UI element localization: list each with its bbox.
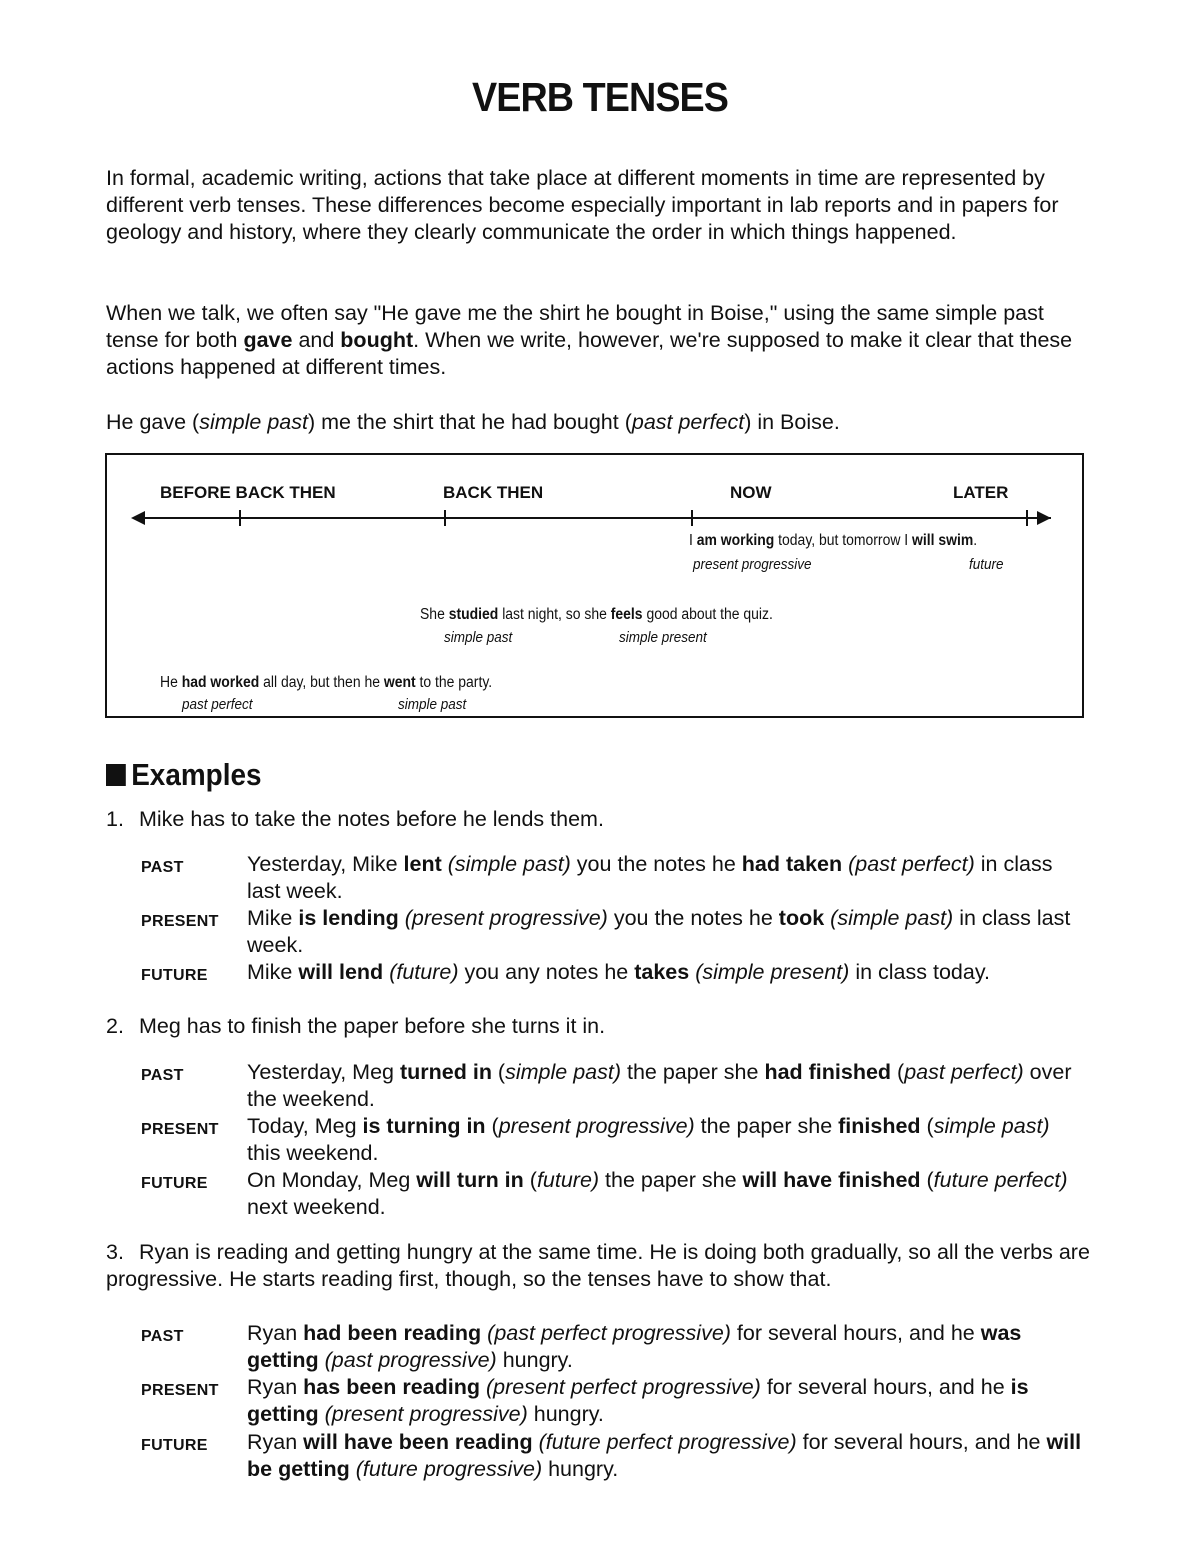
tense-label: PAST bbox=[141, 1067, 184, 1084]
text: On Monday, Meg bbox=[247, 1168, 417, 1192]
timeline-sentence-3 bbox=[160, 674, 492, 692]
text: the paper she bbox=[694, 1114, 839, 1138]
verb: took bbox=[778, 906, 825, 930]
text: Mike bbox=[247, 906, 299, 930]
text: ( bbox=[523, 1168, 537, 1192]
timeline-axis bbox=[141, 517, 1051, 519]
timeline-sentence-2 bbox=[420, 606, 773, 624]
timeline-s3-c: all day, but then he bbox=[259, 674, 384, 691]
verb: was getting bbox=[247, 1321, 1022, 1372]
verb: takes bbox=[634, 960, 690, 984]
tense-tag: (present progressive) bbox=[404, 906, 608, 930]
timeline-tick-later bbox=[1026, 510, 1028, 526]
examples-heading-text: Examples bbox=[131, 757, 262, 792]
tense-label: PRESENT bbox=[141, 1121, 219, 1138]
verb: finished bbox=[838, 1114, 921, 1138]
timeline-diagram bbox=[105, 453, 1084, 718]
text: Mike bbox=[247, 960, 299, 984]
verb: will lend bbox=[298, 960, 384, 984]
verb: had finished bbox=[764, 1060, 892, 1084]
text: Ryan bbox=[247, 1375, 304, 1399]
example-2-number: 2. bbox=[106, 1014, 124, 1038]
intro-p2-and: and bbox=[292, 328, 341, 352]
timeline-arrow-right-icon bbox=[1037, 511, 1051, 525]
text: you the notes he bbox=[570, 852, 742, 876]
tense-tag: (present progressive) bbox=[324, 1402, 528, 1426]
intro-p3-tag-1: simple past bbox=[199, 410, 308, 434]
timeline-s1-tag-1: present progressive bbox=[693, 556, 812, 573]
timeline-s1-tag-2: future bbox=[969, 556, 1004, 573]
tense-tag: (simple past) bbox=[447, 852, 571, 876]
intro-p2-text-a: When we talk, we often say "He gave me the shirt he bought in Boise," using the same simple past tense for both bbox=[106, 301, 1044, 352]
page-title: VERB TENSES bbox=[471, 74, 729, 120]
tense-label: PAST bbox=[141, 859, 184, 876]
timeline-s2-a: She bbox=[420, 606, 449, 623]
text: hungry. bbox=[496, 1348, 573, 1372]
intro-p3-text-c: ) in Boise. bbox=[744, 410, 840, 434]
timeline-tick-before-back-then bbox=[239, 510, 241, 526]
text: hungry. bbox=[527, 1402, 604, 1426]
timeline-s2-tag-1: simple past bbox=[444, 629, 513, 646]
verb: turned in bbox=[399, 1060, 492, 1084]
timeline-tick-back-then bbox=[444, 510, 446, 526]
text: Ryan bbox=[247, 1321, 304, 1345]
intro-p3-text-a: He gave ( bbox=[106, 410, 200, 434]
text: ( bbox=[891, 1060, 905, 1084]
tense-label: PRESENT bbox=[141, 913, 219, 930]
tense-label: FUTURE bbox=[141, 1175, 208, 1192]
example-1-text: Mike has to take the notes before he lends them. bbox=[139, 807, 604, 831]
tense-label: PAST bbox=[141, 1328, 184, 1345]
timeline-s3-verb-2: went bbox=[383, 674, 416, 691]
example-3-text: Ryan is reading and getting hungry at the same time. He is doing both gradually, so all the verbs are progressive. He starts reading first, though, so the tenses have to show that. bbox=[106, 1240, 1090, 1291]
tense-tag: (present perfect progressive) bbox=[486, 1375, 761, 1399]
timeline-s2-verb-2: feels bbox=[610, 606, 643, 623]
timeline-label-later: LATER bbox=[953, 483, 1009, 502]
timeline-s2-e: good about the quiz. bbox=[642, 606, 773, 623]
text: Yesterday, Mike bbox=[247, 852, 404, 876]
timeline-s3-tag-1: past perfect bbox=[182, 696, 253, 713]
text: next weekend. bbox=[247, 1195, 386, 1219]
timeline-s1-verb-2: will swim bbox=[912, 532, 974, 549]
tense-tag: simple past) bbox=[933, 1114, 1050, 1138]
tense-tag: (simple present) bbox=[695, 960, 850, 984]
verb: had taken bbox=[741, 852, 843, 876]
verb: will have been reading bbox=[303, 1430, 533, 1454]
tense-tag: (simple past) bbox=[830, 906, 954, 930]
text: over the weekend. bbox=[247, 1060, 1072, 1111]
text: for several hours, and he bbox=[730, 1321, 981, 1345]
timeline-s3-tag-2: simple past bbox=[398, 696, 467, 713]
text: you the notes he bbox=[607, 906, 779, 930]
intro-p2-text-b: . When we write, however, we're supposed to make it clear that these actions happened at different times. bbox=[106, 328, 1073, 379]
timeline-s1-verb-1: am working bbox=[696, 532, 775, 549]
square-bullet-icon bbox=[106, 764, 126, 786]
example-3-number: 3. bbox=[106, 1240, 124, 1264]
example-1-number: 1. bbox=[106, 807, 124, 831]
text: for several hours, and he bbox=[760, 1375, 1011, 1399]
timeline-s2-tag-2: simple present bbox=[619, 629, 707, 646]
tense-tag: (past perfect) bbox=[848, 852, 975, 876]
verb: is lending bbox=[298, 906, 399, 930]
timeline-label-now: NOW bbox=[730, 483, 772, 502]
text: ( bbox=[485, 1114, 499, 1138]
text: in class today. bbox=[849, 960, 990, 984]
timeline-s1-e: . bbox=[973, 532, 978, 549]
text: ( bbox=[491, 1060, 506, 1084]
verb: had been reading bbox=[303, 1321, 482, 1345]
tense-tag: (future perfect progressive) bbox=[538, 1430, 797, 1454]
text: ( bbox=[920, 1114, 934, 1138]
intro-paragraph-3 bbox=[106, 409, 1096, 436]
tense-tag: (past progressive) bbox=[324, 1348, 497, 1372]
verb: lent bbox=[403, 852, 442, 876]
text: in class last week. bbox=[247, 906, 1071, 957]
tense-tag: (future progressive) bbox=[355, 1457, 543, 1481]
example-1-prompt bbox=[106, 806, 1096, 833]
tense-tag: present progressive) bbox=[498, 1114, 695, 1138]
example-3-prompt bbox=[106, 1239, 1096, 1293]
intro-p3-tag-2: past perfect bbox=[631, 410, 745, 434]
verb: has been reading bbox=[303, 1375, 481, 1399]
tense-tag: future) bbox=[536, 1168, 600, 1192]
verb: will be getting bbox=[247, 1430, 1082, 1481]
text: hungry. bbox=[542, 1457, 619, 1481]
tense-tag: (past perfect progressive) bbox=[487, 1321, 731, 1345]
intro-paragraph-1: In formal, academic writing, actions that take place at different moments in time are represented by different verb tenses. These differences become especially important in lab reports and in papers for geology and history, where they clearly communicate the order in which things happened. bbox=[106, 166, 1059, 244]
text: ( bbox=[920, 1168, 934, 1192]
timeline-s3-a: He bbox=[160, 674, 182, 691]
timeline-s1-c: today, but tomorrow I bbox=[774, 532, 913, 549]
timeline-s3-verb-1: had worked bbox=[181, 674, 260, 691]
verb: is getting bbox=[247, 1375, 1029, 1426]
tense-tag: past perfect) bbox=[904, 1060, 1024, 1084]
tense-label: FUTURE bbox=[141, 967, 208, 984]
examples-heading bbox=[106, 757, 261, 793]
tense-tag: (future) bbox=[389, 960, 459, 984]
tense-label: FUTURE bbox=[141, 1437, 208, 1454]
text: you any notes he bbox=[458, 960, 635, 984]
text: this weekend. bbox=[247, 1141, 379, 1165]
intro-p2-bought: bought bbox=[340, 328, 414, 352]
intro-p3-text-b: ) me the shirt that he had bought ( bbox=[307, 410, 632, 434]
text: the paper she bbox=[599, 1168, 743, 1192]
tense-tag: future perfect) bbox=[933, 1168, 1068, 1192]
tense-label: PRESENT bbox=[141, 1382, 219, 1399]
text: in class last week. bbox=[247, 852, 1053, 903]
tense-tag: simple past) bbox=[505, 1060, 621, 1084]
timeline-tick-now bbox=[691, 510, 693, 526]
text: the paper she bbox=[621, 1060, 765, 1084]
text: Ryan bbox=[247, 1430, 304, 1454]
verb: will have finished bbox=[742, 1168, 921, 1192]
example-2-text: Meg has to finish the paper before she turns it in. bbox=[139, 1014, 606, 1038]
timeline-s3-e: to the party. bbox=[415, 674, 493, 691]
example-2-prompt bbox=[106, 1013, 1096, 1040]
timeline-s1-a: I bbox=[689, 532, 697, 549]
verb: will turn in bbox=[416, 1168, 524, 1192]
timeline-label-before-back-then: BEFORE BACK THEN bbox=[160, 483, 336, 502]
text: for several hours, and he bbox=[796, 1430, 1047, 1454]
timeline-label-back-then: BACK THEN bbox=[443, 483, 544, 502]
text: Yesterday, Meg bbox=[247, 1060, 400, 1084]
text: Today, Meg bbox=[247, 1114, 363, 1138]
verb: is turning in bbox=[362, 1114, 486, 1138]
timeline-s2-c: last night, so she bbox=[498, 606, 611, 623]
intro-paragraph-2 bbox=[106, 300, 1096, 381]
timeline-sentence-1 bbox=[689, 532, 977, 550]
intro-p2-gave: gave bbox=[243, 328, 293, 352]
timeline-s2-verb-1: studied bbox=[448, 606, 499, 623]
